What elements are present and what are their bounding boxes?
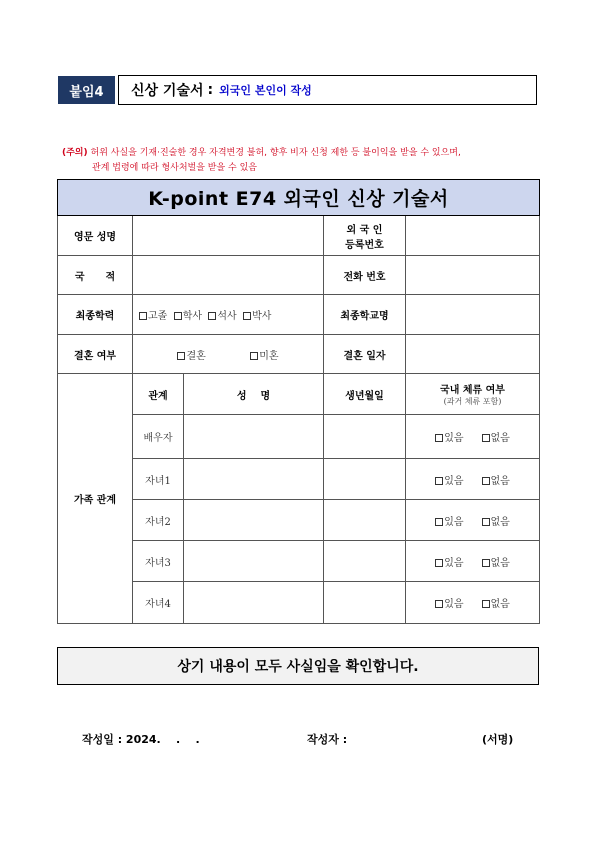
checkbox-icon: [174, 312, 182, 320]
family-name-field[interactable]: [184, 500, 324, 541]
family-birth-field[interactable]: [324, 415, 406, 459]
family-name-field[interactable]: [184, 541, 324, 582]
marriage-date-field[interactable]: [406, 335, 540, 374]
family-residence-options: [406, 459, 540, 500]
checkbox-icon: [435, 600, 443, 608]
checkbox-icon: [177, 352, 185, 360]
family-header-birth: 생년월일: [324, 374, 406, 415]
residence-yes-option[interactable]: 있음: [435, 558, 463, 569]
family-header-residence: [406, 374, 540, 415]
family-residence-options: [406, 541, 540, 582]
family-header-residence-note: (과거 체류 포함): [443, 397, 502, 406]
phone-field[interactable]: [406, 256, 540, 295]
confirmation-statement: 상기 내용이 모두 사실임을 확인합니다.: [57, 647, 539, 685]
notice-tag: (주의): [62, 148, 88, 158]
family-relation: 자녀2: [133, 500, 184, 541]
signature-label: (서명): [482, 733, 514, 746]
label-phone: 전화 번호: [324, 256, 406, 295]
label-english-name: 영문 성명: [58, 216, 133, 256]
checkbox-icon: [435, 518, 443, 526]
school-field[interactable]: [406, 295, 540, 335]
checkbox-icon: [435, 434, 443, 442]
marital-option-single[interactable]: 미혼: [250, 351, 278, 362]
family-name-field[interactable]: [184, 582, 324, 624]
family-relation: 자녀4: [133, 582, 184, 624]
label-alien-reg-line1: 외 국 인: [346, 224, 383, 236]
label-family: 가족 관계: [58, 374, 133, 624]
document-subtitle: 외국인 본인이 작성: [219, 84, 312, 97]
label-school: 최종학교명: [324, 295, 406, 335]
nationality-field[interactable]: [133, 256, 324, 295]
checkbox-icon: [482, 600, 490, 608]
alien-reg-no-field[interactable]: [406, 216, 540, 256]
family-birth-field[interactable]: [324, 541, 406, 582]
attachment-badge: 붙임4: [58, 76, 115, 104]
residence-yes-option[interactable]: 있음: [435, 476, 463, 487]
education-option-bachelor[interactable]: 학사: [174, 311, 202, 322]
writer-label: 작성자 :: [307, 733, 348, 746]
notice-line-1: [62, 146, 542, 161]
warning-notice: [62, 146, 542, 176]
checkbox-icon: [435, 477, 443, 485]
residence-yes-option[interactable]: 있음: [435, 517, 463, 528]
family-residence-options: [406, 500, 540, 541]
label-marital-status: 결혼 여부: [58, 335, 133, 374]
english-name-field[interactable]: [133, 216, 324, 256]
residence-yes-option[interactable]: 있음: [435, 599, 463, 610]
family-header-residence-title: 국내 체류 여부: [440, 385, 505, 396]
notice-text-1: 허위 사실을 기재·진술한 경우 자격변경 불허, 향후 비자 신청 제한 등 불이익을 받을 수 있으며,: [90, 148, 461, 158]
family-relation: 자녀1: [133, 459, 184, 500]
family-birth-field[interactable]: [324, 459, 406, 500]
notice-text-2: 관계 법령에 따라 형사처벌을 받을 수 있음: [92, 163, 257, 173]
checkbox-icon: [250, 352, 258, 360]
checkbox-icon: [482, 559, 490, 567]
family-residence-options: [406, 582, 540, 624]
family-birth-field[interactable]: [324, 500, 406, 541]
checkbox-icon: [435, 559, 443, 567]
title-colon: :: [207, 82, 214, 98]
education-options: [133, 295, 324, 335]
date-label: 작성일 : 2024. . .: [82, 733, 200, 746]
residence-no-option[interactable]: 없음: [482, 476, 510, 487]
marital-options: [133, 335, 324, 374]
education-option-doctor[interactable]: 박사: [243, 311, 271, 322]
residence-no-option[interactable]: 없음: [482, 558, 510, 569]
family-residence-options: [406, 415, 540, 459]
residence-yes-option[interactable]: 있음: [435, 433, 463, 444]
checkbox-icon: [243, 312, 251, 320]
education-option-highschool[interactable]: 고졸: [139, 311, 167, 322]
checkbox-icon: [208, 312, 216, 320]
family-birth-field[interactable]: [324, 582, 406, 624]
family-name-field[interactable]: [184, 415, 324, 459]
checkbox-icon: [482, 477, 490, 485]
label-alien-reg-line2: 등록번호: [345, 239, 384, 251]
family-name-field[interactable]: [184, 459, 324, 500]
personal-info-form: [57, 179, 540, 624]
checkbox-icon: [482, 518, 490, 526]
label-nationality: 국 적: [58, 256, 133, 295]
residence-no-option[interactable]: 없음: [482, 433, 510, 444]
document-title: 신상 기술서: [131, 83, 204, 99]
checkbox-icon: [482, 434, 490, 442]
form-title: K-point E74 외국인 신상 기술서: [58, 180, 540, 216]
family-relation: 배우자: [133, 415, 184, 459]
label-education: 최종학력: [58, 295, 133, 335]
header-title-box: [118, 75, 537, 105]
marital-option-married[interactable]: 결혼: [177, 351, 205, 362]
family-header-name: 성 명: [184, 374, 324, 415]
label-marriage-date: 결혼 일자: [324, 335, 406, 374]
family-header-relation: 관계: [133, 374, 184, 415]
residence-no-option[interactable]: 없음: [482, 517, 510, 528]
family-relation: 자녀3: [133, 541, 184, 582]
checkbox-icon: [139, 312, 147, 320]
education-option-master[interactable]: 석사: [208, 311, 236, 322]
residence-no-option[interactable]: 없음: [482, 599, 510, 610]
label-alien-reg-no: [324, 216, 406, 256]
